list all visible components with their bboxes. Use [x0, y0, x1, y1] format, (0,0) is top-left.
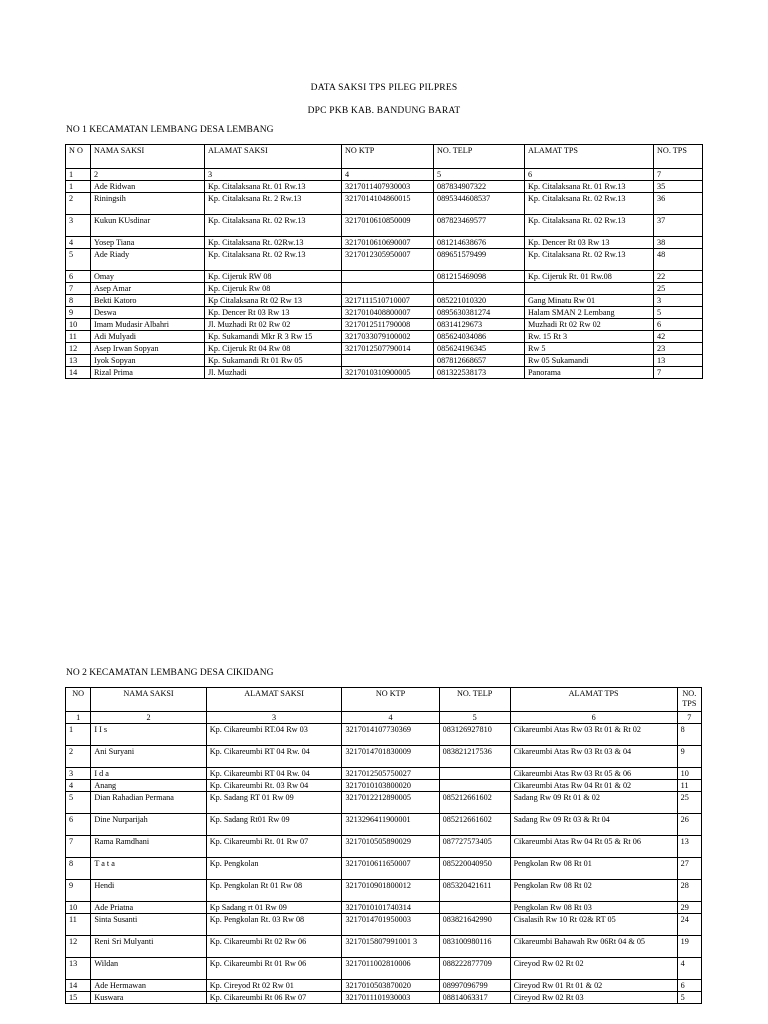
cell-tps-number: 13	[677, 836, 701, 858]
cell-ktp: 3217010610850009	[342, 215, 434, 237]
cell-tps-number: 23	[654, 343, 703, 355]
cell-no: 9	[66, 880, 91, 902]
cell-address: Kp. Citalaksana Rt. 02 Rw.13	[205, 215, 342, 237]
cell-phone: 081214638676	[434, 237, 525, 249]
cell-ktp: 3217010611650007	[342, 858, 439, 880]
cell-no: 8	[66, 295, 91, 307]
cell-address: Kp. Cikareumbi Rt 01 Rw 06	[206, 958, 342, 980]
table-row	[66, 193, 703, 215]
cell-ktp: 3217014701830009	[342, 746, 439, 768]
cell-name: Wildan	[91, 958, 206, 980]
cell-tps-address: Cikareumbi Atas Rw 03 Rt 05 & 06	[510, 768, 677, 780]
cell-ktp: 3217010505890029	[342, 836, 439, 858]
cell-no: 12	[66, 343, 91, 355]
cell-tps-number: 28	[677, 880, 701, 902]
cell-ktp: 3217012507790014	[342, 343, 434, 355]
cell-no: 15	[66, 992, 91, 1004]
cell-no: 3	[66, 768, 91, 780]
cell-address: Kp. Pengkolan	[206, 858, 342, 880]
cell-ktp	[342, 271, 434, 283]
cell-tps-address: Kp. Citalaksana Rt. 02 Rw.13	[525, 215, 654, 237]
cell-phone: 087834907322	[434, 181, 525, 193]
cell-no: 2	[66, 193, 91, 215]
table-row	[66, 814, 702, 836]
cell-tps-address: Cikareumbi Atas Rw 03 Rt 01 & Rt 02	[510, 724, 677, 746]
cell-name: Dine Nurparijah	[91, 814, 206, 836]
column-number: 3	[206, 712, 342, 724]
table-row	[66, 319, 703, 331]
cell-tps-address: Cisalasih Rw 10 Rt 02& RT 05	[510, 914, 677, 936]
table-row	[66, 980, 702, 992]
column-number: 2	[91, 712, 206, 724]
cell-no: 11	[66, 914, 91, 936]
cell-tps-address: Halam SMAN 2 Lembang	[525, 307, 654, 319]
table-row	[66, 914, 702, 936]
cell-address: Kp. Cikareumbi Rt. 03 Rw 04	[206, 780, 342, 792]
cell-tps-address: Pengkolan Rw 08 Rt 02	[510, 880, 677, 902]
table-row	[66, 724, 702, 746]
header-tps-number: NO. TPS	[654, 145, 703, 169]
cell-tps-address: Panorama	[525, 367, 654, 379]
cell-no: 13	[66, 355, 91, 367]
cell-phone: 08314129673	[434, 319, 525, 331]
cell-ktp: 3217014104860015	[342, 193, 434, 215]
cell-phone: 087823469577	[434, 215, 525, 237]
table-row	[66, 181, 703, 193]
cell-address: Kp. Citalaksana Rt. 02 Rw.13	[205, 249, 342, 271]
cell-no: 14	[66, 980, 91, 992]
cell-name: Dian Rahadian Permana	[91, 792, 206, 814]
cell-address: Kp. Cikareumbi RT 04 Rw. 04	[206, 746, 342, 768]
column-number-row	[66, 712, 702, 724]
cell-no: 10	[66, 902, 91, 914]
cell-name: Iyok Sopyan	[91, 355, 205, 367]
cell-no: 7	[66, 836, 91, 858]
cell-tps-number: 29	[677, 902, 701, 914]
cell-ktp: 3217011002810006	[342, 958, 439, 980]
cell-name: Ani Suryani	[91, 746, 206, 768]
column-number-row	[66, 169, 703, 181]
cell-ktp: 3217010408800007	[342, 307, 434, 319]
cell-tps-number: 19	[677, 936, 701, 958]
table-row	[66, 271, 703, 283]
cell-tps-address: Kp. Cijeruk Rt. 01 Rw.08	[525, 271, 654, 283]
cell-address: Kp. Cikareumbi Rt 02 Rw 06	[206, 936, 342, 958]
header-no: NO	[66, 688, 91, 712]
cell-address: Kp. Pengkolan Rt. 03 Rw 08	[206, 914, 342, 936]
cell-tps-number: 25	[677, 792, 701, 814]
cell-no: 4	[66, 780, 91, 792]
section2-heading: NO 2 KECAMATAN LEMBANG DESA CIKIDANG	[66, 668, 274, 678]
table-row	[66, 836, 702, 858]
cell-phone: 087812668657	[434, 355, 525, 367]
cell-ktp: 3217012212890005	[342, 792, 439, 814]
cell-phone: 083821642990	[439, 914, 510, 936]
cell-phone: 083100980116	[439, 936, 510, 958]
cell-tps-address: Kp. Citalaksana Rt. 01 Rw.13	[525, 181, 654, 193]
cell-address: Kp. Citalaksana Rt. 01 Rw.13	[205, 181, 342, 193]
cell-name: Riningsih	[91, 193, 205, 215]
cell-name: Kukun KUsdinar	[91, 215, 205, 237]
table-row	[66, 780, 702, 792]
cell-tps-number: 5	[654, 307, 703, 319]
header-name: NAMA SAKSI	[91, 145, 205, 169]
cell-phone: 085212661602	[439, 814, 510, 836]
cell-phone: 085212661602	[439, 792, 510, 814]
cell-name: Ade Riady	[91, 249, 205, 271]
cell-name: Ade Hermawan	[91, 980, 206, 992]
header-address: ALAMAT SAKSI	[206, 688, 342, 712]
cell-phone: 083126927810	[439, 724, 510, 746]
table-row	[66, 367, 703, 379]
cell-tps-number: 42	[654, 331, 703, 343]
cell-ktp: 3217033079100002	[342, 331, 434, 343]
cell-name: Omay	[91, 271, 205, 283]
cell-address: Kp. Cikareumbi Rt 06 Rw 07	[206, 992, 342, 1004]
cell-name: Anang	[91, 780, 206, 792]
cell-tps-number: 6	[677, 980, 701, 992]
cell-tps-number: 24	[677, 914, 701, 936]
cell-phone: 085220040950	[439, 858, 510, 880]
cell-ktp: 3217111510710007	[342, 295, 434, 307]
cell-tps-address: Gang Minatu Rw 01	[525, 295, 654, 307]
cell-tps-number: 38	[654, 237, 703, 249]
cell-name: Hendi	[91, 880, 206, 902]
cell-name: Adi Mulyadi	[91, 331, 205, 343]
cell-ktp: 3217014701950003	[342, 914, 439, 936]
cell-address: Kp. Cikareumbi Rt. 01 Rw 07	[206, 836, 342, 858]
cell-name: Ade Priatna	[91, 902, 206, 914]
cell-tps-number: 4	[677, 958, 701, 980]
cell-tps-address: Rw 5	[525, 343, 654, 355]
cell-address: Kp. Cijeruk Rt 04 Rw 08	[205, 343, 342, 355]
cell-ktp	[342, 283, 434, 295]
cell-ktp	[342, 355, 434, 367]
section1-heading: NO 1 KECAMATAN LEMBANG DESA LEMBANG	[66, 125, 274, 135]
cell-phone: 085320421611	[439, 880, 510, 902]
cell-tps-address: Kp. Dencer Rt 03 Rw 13	[525, 237, 654, 249]
cell-tps-number: 7	[654, 367, 703, 379]
cell-tps-address: Kp. Citalaksana Rt. 02 Rw.13	[525, 193, 654, 215]
cell-tps-number: 6	[654, 319, 703, 331]
cell-tps-number: 25	[654, 283, 703, 295]
cell-phone	[439, 902, 510, 914]
column-number: 6	[510, 712, 677, 724]
cell-address: Jl. Muzhadi	[205, 367, 342, 379]
column-number: 4	[342, 712, 439, 724]
column-number: 5	[434, 169, 525, 181]
cell-tps-address: Rw. 15 Rt 3	[525, 331, 654, 343]
cell-no: 9	[66, 307, 91, 319]
cell-address: Kp. Pengkolan Rt 01 Rw 08	[206, 880, 342, 902]
cell-ktp: 3217012505750027	[342, 768, 439, 780]
table-header-row	[66, 688, 702, 712]
cell-address: Kp. Sukamandi Mkr R 3 Rw 15	[205, 331, 342, 343]
cell-phone	[434, 283, 525, 295]
table-row	[66, 858, 702, 880]
cell-tps-address: Kp. Citalaksana Rt. 02 Rw.13	[525, 249, 654, 271]
cell-tps-address: Pengkolan Rw 08 Rt 01	[510, 858, 677, 880]
cell-no: 4	[66, 237, 91, 249]
cell-no: 5	[66, 792, 91, 814]
witness-table-cikidang	[65, 687, 702, 1004]
cell-address: Kp. Cireyod Rt 02 Rw 01	[206, 980, 342, 992]
cell-phone: 089651579499	[434, 249, 525, 271]
table-row	[66, 936, 702, 958]
cell-ktp: 3217010610690007	[342, 237, 434, 249]
column-number: 2	[91, 169, 205, 181]
cell-phone: 087727573405	[439, 836, 510, 858]
cell-tps-address	[525, 283, 654, 295]
cell-ktp: 3217010901800012	[342, 880, 439, 902]
cell-no: 14	[66, 367, 91, 379]
cell-name: Bekti Katoro	[91, 295, 205, 307]
document-title: DATA SAKSI TPS PILEG PILPRES	[310, 83, 458, 93]
cell-no: 1	[66, 724, 91, 746]
cell-tps-address: Cikareumbi Atas Rw 03 Rt 03 & 04	[510, 746, 677, 768]
table-row	[66, 992, 702, 1004]
cell-tps-number: 11	[677, 780, 701, 792]
cell-address: Kp. Cijeruk Rw 08	[205, 283, 342, 295]
cell-address: Kp. Sadang Rt01 Rw 09	[206, 814, 342, 836]
cell-name: Yosep Tiana	[91, 237, 205, 249]
header-phone: NO. TELP	[439, 688, 510, 712]
cell-ktp: 3217010103800020	[342, 780, 439, 792]
column-number: 1	[66, 712, 91, 724]
cell-phone: 081215469098	[434, 271, 525, 283]
document-subtitle: DPC PKB KAB. BANDUNG BARAT	[307, 106, 461, 116]
cell-name: I I s	[91, 724, 206, 746]
cell-phone: 088222877709	[439, 958, 510, 980]
cell-address: Kp. Cikareumbi RT 04 Rw. 04	[206, 768, 342, 780]
header-tps-address: ALAMAT TPS	[525, 145, 654, 169]
cell-phone: 085624196345	[434, 343, 525, 355]
header-address: ALAMAT SAKSI	[205, 145, 342, 169]
cell-no: 10	[66, 319, 91, 331]
cell-tps-number: 10	[677, 768, 701, 780]
table-row	[66, 215, 703, 237]
cell-tps-number: 35	[654, 181, 703, 193]
cell-tps-address: Sadang Rw 09 Rt 03 & Rt 04	[510, 814, 677, 836]
cell-tps-number: 48	[654, 249, 703, 271]
header-name: NAMA SAKSI	[91, 688, 206, 712]
cell-no: 12	[66, 936, 91, 958]
column-number: 6	[525, 169, 654, 181]
column-number: 7	[677, 712, 701, 724]
header-ktp: NO KTP	[342, 145, 434, 169]
header-tps-address: ALAMAT TPS	[510, 688, 677, 712]
cell-tps-address: Muzhadi Rt 02 Rw 02	[525, 319, 654, 331]
cell-address: Kp. Sadang RT 01 Rw 09	[206, 792, 342, 814]
cell-ktp: 3217015807991001 3	[342, 936, 439, 958]
table-row	[66, 768, 702, 780]
header-ktp: NO KTP	[342, 688, 439, 712]
cell-name: Rizal Prima	[91, 367, 205, 379]
cell-name: I d a	[91, 768, 206, 780]
table-row	[66, 792, 702, 814]
cell-tps-number: 37	[654, 215, 703, 237]
cell-no: 1	[66, 181, 91, 193]
cell-phone: 0895630381274	[434, 307, 525, 319]
cell-phone	[439, 768, 510, 780]
cell-address: Kp Sadang rt 01 Rw 09	[206, 902, 342, 914]
cell-name: Sinta Susanti	[91, 914, 206, 936]
cell-tps-number: 5	[677, 992, 701, 1004]
cell-name: T a t a	[91, 858, 206, 880]
column-number: 4	[342, 169, 434, 181]
cell-name: Reni Sri Mulyanti	[91, 936, 206, 958]
cell-ktp: 3217011407930003	[342, 181, 434, 193]
header-phone: NO. TELP	[434, 145, 525, 169]
cell-tps-number: 36	[654, 193, 703, 215]
cell-name: Deswa	[91, 307, 205, 319]
cell-no: 11	[66, 331, 91, 343]
table-row	[66, 249, 703, 271]
cell-phone: 08997096799	[439, 980, 510, 992]
cell-address: Kp. Sukamandi Rt 01 Rw 05	[205, 355, 342, 367]
cell-tps-number: 13	[654, 355, 703, 367]
cell-tps-number: 26	[677, 814, 701, 836]
cell-no: 6	[66, 271, 91, 283]
cell-tps-number: 22	[654, 271, 703, 283]
cell-tps-number: 27	[677, 858, 701, 880]
column-number: 1	[66, 169, 91, 181]
cell-address: Kp. Citalaksana Rt. 2 Rw.13	[205, 193, 342, 215]
cell-no: 13	[66, 958, 91, 980]
cell-ktp: 3217012511790008	[342, 319, 434, 331]
cell-ktp: 3217014107730369	[342, 724, 439, 746]
cell-no: 8	[66, 858, 91, 880]
cell-ktp: 3217012305950007	[342, 249, 434, 271]
cell-ktp: 3217011101930003	[342, 992, 439, 1004]
table-row	[66, 283, 703, 295]
header-tps-number: NO. TPS	[677, 688, 701, 712]
table-row	[66, 295, 703, 307]
cell-phone: 081322538173	[434, 367, 525, 379]
cell-ktp: 3217010503870020	[342, 980, 439, 992]
cell-tps-address: Cikareumbi Bahawah Rw 06Rt 04 & 05	[510, 936, 677, 958]
table-row	[66, 237, 703, 249]
cell-name: Asep Irwan Sopyan	[91, 343, 205, 355]
cell-no: 7	[66, 283, 91, 295]
cell-address: Kp. Citalaksana Rt. 02Rw.13	[205, 237, 342, 249]
cell-tps-address: Cikareumbi Atas Rw 04 Rt 05 & Rt 06	[510, 836, 677, 858]
table-row	[66, 307, 703, 319]
cell-no: 6	[66, 814, 91, 836]
table-row	[66, 343, 703, 355]
header-no: N O	[66, 145, 91, 169]
cell-ktp: 3213296411900001	[342, 814, 439, 836]
cell-address: Kp. Dencer Rt 03 Rw 13	[205, 307, 342, 319]
cell-ktp: 3217010310900005	[342, 367, 434, 379]
column-number: 5	[439, 712, 510, 724]
column-number: 7	[654, 169, 703, 181]
cell-name: Rama Ramdhani	[91, 836, 206, 858]
cell-address: Kp. Cikareumbi RT.04 Rw 03	[206, 724, 342, 746]
cell-ktp: 3217010101740314	[342, 902, 439, 914]
cell-tps-number: 8	[677, 724, 701, 746]
table-header-row	[66, 145, 703, 169]
table-row	[66, 331, 703, 343]
cell-tps-number: 9	[677, 746, 701, 768]
cell-name: Ade Ridwan	[91, 181, 205, 193]
cell-phone: 083821217536	[439, 746, 510, 768]
table-row	[66, 958, 702, 980]
cell-tps-address: Cikareumbi Atas Rw 04 Rt 01 & 02	[510, 780, 677, 792]
cell-phone: 085221010320	[434, 295, 525, 307]
table-row	[66, 746, 702, 768]
cell-name: Imam Mudasir Albahri	[91, 319, 205, 331]
cell-phone: 08814063317	[439, 992, 510, 1004]
table-row	[66, 902, 702, 914]
cell-address: Kp Citalaksana Rt 02 Rw 13	[205, 295, 342, 307]
cell-no: 3	[66, 215, 91, 237]
cell-tps-address: Pengkolan Rw 08 Rt 03	[510, 902, 677, 914]
cell-name: Kuswara	[91, 992, 206, 1004]
cell-name: Asep Amar	[91, 283, 205, 295]
column-number: 3	[205, 169, 342, 181]
witness-table-lembang	[65, 144, 703, 379]
cell-phone	[439, 780, 510, 792]
cell-address: Jl. Muzhadi Rt 02 Rw 02	[205, 319, 342, 331]
cell-tps-address: Sadang Rw 09 Rt 01 & 02	[510, 792, 677, 814]
cell-tps-address: Cireyod Rw 02 Rt 02	[510, 958, 677, 980]
table-row	[66, 355, 703, 367]
cell-phone: 085624034086	[434, 331, 525, 343]
cell-tps-address: Cireyod Rw 02 Rt 03	[510, 992, 677, 1004]
cell-address: Kp. Cijeruk RW 08	[205, 271, 342, 283]
cell-tps-number: 3	[654, 295, 703, 307]
cell-no: 5	[66, 249, 91, 271]
cell-tps-address: Cireyod Rw 01 Rt 01 & 02	[510, 980, 677, 992]
table-row	[66, 880, 702, 902]
cell-phone: 0895344608537	[434, 193, 525, 215]
cell-tps-address: Rw 05 Sukamandi	[525, 355, 654, 367]
cell-no: 2	[66, 746, 91, 768]
